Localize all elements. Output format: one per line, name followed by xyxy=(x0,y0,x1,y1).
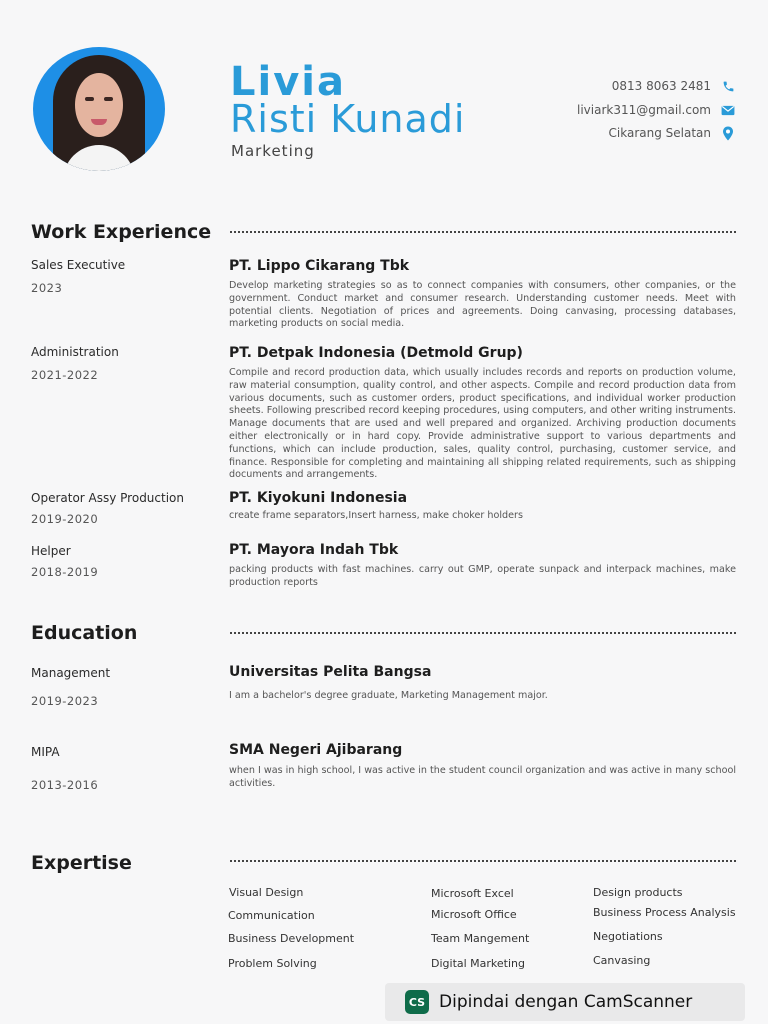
email-icon xyxy=(721,103,735,117)
phone-text: 0813 8063 2481 xyxy=(611,79,711,93)
job-years: 2018-2019 xyxy=(31,565,99,579)
location-pin-icon xyxy=(721,126,735,140)
section-divider xyxy=(230,632,736,634)
job-role: Operator Assy Production xyxy=(31,491,184,505)
phone-icon xyxy=(721,79,735,93)
skill-item: Digital Marketing xyxy=(431,957,525,970)
job-years: 2019-2020 xyxy=(31,512,99,526)
job-role: Helper xyxy=(31,544,71,558)
education-heading: Education xyxy=(31,622,138,644)
company-name: PT. Kiyokuni Indonesia xyxy=(229,490,408,506)
education-years: 2013-2016 xyxy=(31,778,99,792)
last-name: Risti Kunadi xyxy=(230,97,466,141)
contact-email xyxy=(577,103,735,117)
skill-item: Microsoft Excel xyxy=(431,887,514,900)
skill-item: Microsoft Office xyxy=(431,908,517,921)
school-name: Universitas Pelita Bangsa xyxy=(229,664,432,680)
job-title: Marketing xyxy=(231,142,315,160)
education-description: when I was in high school, I was active in the student council organization and was active in many school activities. xyxy=(229,765,736,789)
skill-item: Design products xyxy=(593,886,683,899)
email-text: liviark311@gmail.com xyxy=(576,103,711,117)
education-field: Management xyxy=(31,666,111,680)
section-divider xyxy=(230,231,736,233)
job-description: Compile and record production data, which usually includes records and reports on production volume, raw material consumption, quality control, and other aspects. Compile and record production data from various documents, such as customer orders, product specifications, and individual worker production sheets. Following prescribed record keeping procedures, using computers, and other writing instruments. Manage documents that are used and well prepared and organized. Archiving production documents either electronically or in hard copy. Provide administrative support to various departments and functions, which can include production, sales, quality control, purchasing, customer service, and finance. Responsible for completing and maintaining all shipping related requirements, such as shipping documents and arrangements. xyxy=(229,367,736,481)
skill-item: Business Development xyxy=(228,932,355,945)
company-name: PT. Detpak Indonesia (Detmold Grup) xyxy=(229,345,523,361)
camscanner-logo-icon: CS xyxy=(405,990,429,1014)
education-field: MIPA xyxy=(31,745,60,759)
skill-item: Negotiations xyxy=(593,930,663,943)
job-description: Develop marketing strategies so as to connect companies with consumers, other companies, or the government. Conduct market and consumer research. Understanding customer needs. Meet with potential clients. Negotiation of prices and agreements. Doing canvasing, processing databases, marketing products on social media. xyxy=(229,280,736,330)
camscanner-text: Dipindai dengan CamScanner xyxy=(439,992,693,1012)
school-name: SMA Negeri Ajibarang xyxy=(229,742,403,758)
profile-photo xyxy=(33,47,165,171)
job-years: 2023 xyxy=(31,281,63,295)
section-divider xyxy=(230,860,736,862)
company-name: PT. Mayora Indah Tbk xyxy=(229,542,399,558)
skill-item: Canvasing xyxy=(593,954,651,967)
skill-item: Communication xyxy=(228,909,315,922)
education-years: 2019-2023 xyxy=(31,694,99,708)
job-role: Sales Executive xyxy=(31,258,126,272)
job-description: create frame separators,Insert harness, make choker holders xyxy=(229,510,523,521)
work-experience-heading: Work Experience xyxy=(31,221,212,243)
job-description: packing products with fast machines. carry out GMP, operate sunpack and interpack machines, make production reports xyxy=(229,564,736,588)
education-description: I am a bachelor's degree graduate, Marketing Management major. xyxy=(229,690,548,701)
skill-item: Business Process Analysis xyxy=(593,906,736,919)
skill-item: Visual Design xyxy=(229,886,304,899)
contact-location xyxy=(609,126,735,140)
camscanner-watermark xyxy=(385,983,745,1021)
company-name: PT. Lippo Cikarang Tbk xyxy=(229,258,410,274)
skill-item: Team Mangement xyxy=(431,932,530,945)
location-text: Cikarang Selatan xyxy=(608,126,711,140)
expertise-heading: Expertise xyxy=(31,852,132,874)
skill-item: Problem Solving xyxy=(228,957,317,970)
job-years: 2021-2022 xyxy=(31,368,99,382)
first-name: Livia xyxy=(230,59,346,105)
job-role: Administration xyxy=(31,345,119,359)
contact-phone xyxy=(612,79,735,93)
